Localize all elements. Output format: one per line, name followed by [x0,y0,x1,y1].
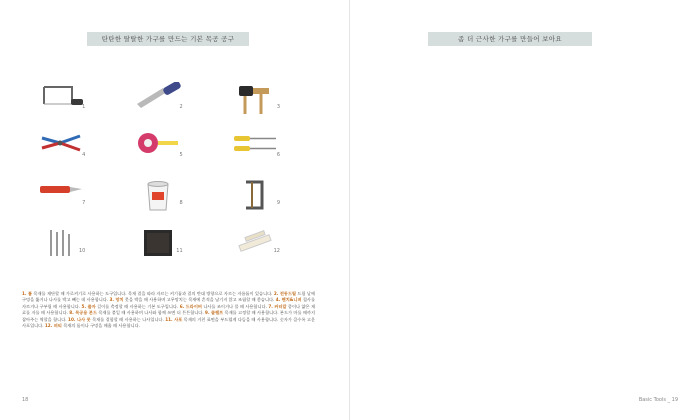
pliers-icon [38,130,84,156]
tool-item [207,76,304,124]
tool-number: 7 [82,200,86,206]
left-page-number: 18 [22,397,29,403]
tape-measure-icon [136,130,183,158]
tool-number: 11 [176,248,183,254]
nails-icon [41,226,81,260]
tool-item [207,220,304,268]
item-heading: 6. 드라이버 [179,303,202,309]
tool-number: 5 [179,152,183,158]
tool-number: 9 [276,200,280,206]
tool-item [12,124,109,172]
tool-number: 2 [179,104,183,110]
item-text: 종이나 얇은 재료를 자를 때 사용합니다. [22,303,315,316]
item-text: 목재를 결합할 때 사용하는 나사입니다. [90,316,166,322]
item-text: 못을 박을 때 사용하며 고무망치는 목재에 흔적을 남기지 않고 조립할 때 좋습니다. [123,297,276,303]
tool-item [12,76,109,124]
tool-number: 8 [179,200,183,206]
item-heading: 8. 목공용 본드 [69,310,97,316]
right-page [350,0,700,420]
right-page-number: Basic Tools _ 19 [638,397,678,403]
right-page-title: 좀 더 근사한 가구를 만들어 보아요 [428,32,592,46]
left-body-text [22,291,315,329]
tool-item [109,76,206,124]
tool-number: 12 [273,248,280,254]
tool-item [109,220,206,268]
item-text: 드릴 날에 구멍을 뚫거나 나사를 박고 빼는 데 사용합니다. [22,291,315,303]
glue-bucket-icon [142,178,174,212]
item-text: 목재를 고정할 때 사용합니다. 본드가 마를 때까지 잡아주는 역할을 합니다. [22,310,315,322]
item-heading: 10. 나사 못 [68,316,91,322]
item-text: 길이를 측정할 때 사용하는 기본 도구입니다. [95,303,180,309]
item-heading: 3. 망치 [109,297,124,303]
hacksaw-icon [38,82,84,112]
item-text: 목재를 붙일 때 사용하며 나사와 함께 쓰면 더 튼튼합니다. [97,310,206,316]
item-heading: 1. 톱 [22,291,33,296]
item-heading: 11. 사포 [165,316,183,322]
item-heading: 12. 퍼티 [44,323,62,329]
utility-knife-icon [38,178,84,200]
tool-item [12,220,109,268]
item-heading: 2. 전동드릴 [273,291,297,296]
clamp-icon [238,178,272,212]
folding-saw-icon [133,82,183,112]
item-text: 목재를 재단할 때 가로켜기로 사용하는 도구입니다. 목재 결을 따라 자르는 켜기톱과 결의 반대 방향으로 자르는 자름톱이 있습니다. [32,291,274,296]
item-text: 목재의 거친 표면을 부드럽게 다듬을 때 사용합니다. 숫자가 클수록 고운 사포입니다. [22,316,316,329]
item-text: 철사를 자르거나 구부릴 때 사용합니다. [22,297,315,309]
tool-number: 10 [78,248,86,254]
tool-number: 4 [82,152,86,158]
mallet-icon [235,82,275,116]
sanding-block-icon [235,226,275,256]
tool-number: 3 [276,104,280,110]
tool-number: 6 [276,152,280,158]
tool-item [12,172,109,220]
item-text: 목재의 틈이나 구멍을 메울 때 사용합니다. [61,323,140,329]
screwdriver-icon [232,130,278,156]
tool-item [109,124,206,172]
item-heading: 9. 클램프 [205,310,224,316]
tool-item [207,124,304,172]
tool-item [207,172,304,220]
item-text: 나사를 조이거나 풀 때 사용합니다. [201,303,269,309]
item-heading: 5. 줄자 [81,303,96,309]
tool-number: 1 [82,104,86,110]
tool-grid [12,76,304,268]
left-page-title: 탄탄한 탈탈한 가구를 만드는 기본 목공 공구 [87,32,249,46]
tool-item [109,172,206,220]
item-heading: 4. 펜치&니퍼 [275,297,302,303]
sandpaper-icon [140,226,176,260]
item-heading: 7. 커터칼 [268,303,287,309]
